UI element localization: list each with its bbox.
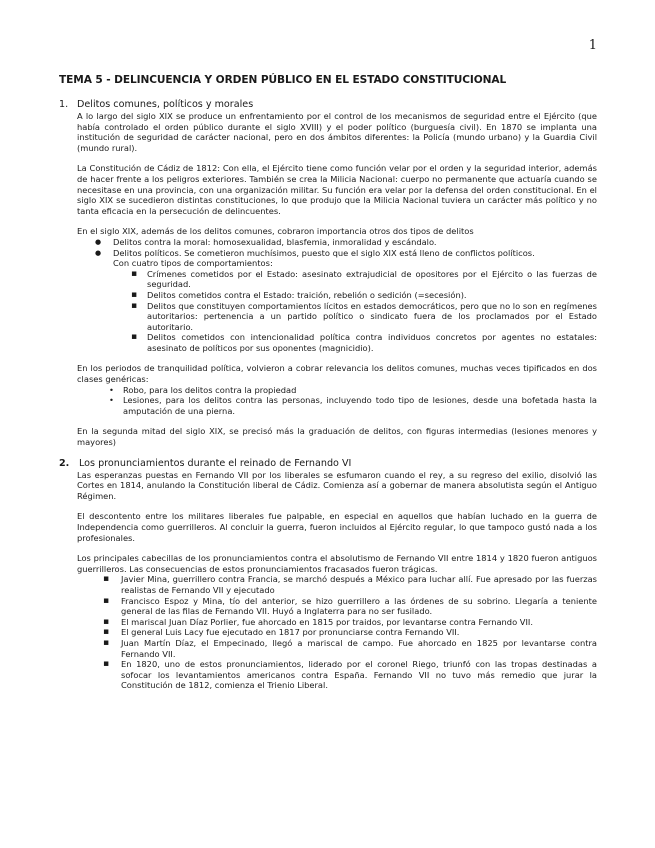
section-1-title: Delitos comunes, políticos y morales [77, 99, 254, 110]
list-item: ▪ Javier Mina, guerrillero contra Francia, se marchó después a México para luchar allí. Fue apresado por las fuerzas realistas de Fernando VII y ejecutado [59, 574, 597, 595]
section-2-heading [59, 458, 597, 470]
section-1-intro: A lo largo del siglo XIX se produce un enfrentamiento por el control de los mecanismos de seguridad entre el Ejército (que había controlado el orden público durante el siglo XVIII) y el poder político (burguesía civil). En 1870 se implanta una institución de seguridad de carácter nacional, pero en dos ámbitos diferentes: la Policía (mundo urbano) y la Guardia Civil (mundo rural). [77, 111, 597, 153]
document-title: TEMA 5 - DELINCUENCIA Y ORDEN PÚBLICO EN EL ESTADO CONSTITUCIONAL [59, 74, 507, 86]
page-number: 1 [588, 38, 597, 53]
political-crimes-lead: Con cuatro tipos de comportamientos: [113, 258, 273, 269]
list-item: ● Delitos políticos. Se cometieron muchísimos, puesto que el siglo XIX está lleno de conflictos políticos. [59, 248, 597, 259]
section-1 [59, 99, 597, 448]
section-2-paragraph-1: Las esperanzas puestas en Fernando VII por los liberales se esfumaron cuando el rey, a su regreso del exilio, disolvió las Cortes en 1814, anulando la Constitución liberal de Cádiz. Comienza así a gobernar de manera absolutista según el Antiguo Régimen. [77, 469, 597, 501]
political-crimes-list [59, 269, 597, 354]
section-2-paragraph-2: El descontento entre los militares liberales fue palpable, en especial en aquellos que habían luchado en la guerra de Independencia como guerrilleros. Al concluir la guerra, fueron incluidos al Ejército regular, lo que tampoco gustó nada a los profesionales. [77, 511, 597, 543]
list-item: ▪ Francisco Espoz y Mina, tío del anterior, se hizo guerrillero a las órdenes de su sobrino. Llegaría a teniente general de las filas de Fernando VII. Huyó a Inglaterra para no ser fusilado. [59, 596, 597, 617]
common-crimes-list [59, 385, 597, 417]
section-2-title: Los pronunciamientos durante el reinado de Fernando VI [79, 457, 352, 469]
document-body [59, 74, 597, 691]
leaders-list [59, 574, 597, 691]
section-1-number: 1. [59, 99, 69, 110]
calm-periods-paragraph: En los periodos de tranquilidad política, volvieron a cobrar relevancia los delitos comunes, muchas veces tipificados en dos clases genéricas: [77, 363, 597, 385]
list-item: ● Delitos contra la moral: homosexualidad, blasfemia, inmoralidad y escándalo. [59, 237, 597, 248]
list-item: • Lesiones, para los delitos contra las personas, incluyendo todo tipo de lesiones, desde una bofetada hasta la amputación de una pierna. [59, 395, 597, 416]
list-item: ▪ El mariscal Juan Díaz Porlier, fue ahorcado en 1815 por traidos, por levantarse contra Fernando VII. [59, 617, 597, 628]
list-item: ▪ En 1820, uno de estos pronunciamientos, liderado por el coronel Riego, triunfó con las tropas destinadas a sofocar los levantamientos americanos contra España. Fernando VII no tuvo más remedio que jurar la Constitución de 1812, comienza el Trienio Liberal. [59, 659, 597, 691]
list-item: ▪ Delitos cometidos con intencionalidad política contra individuos concretos por agentes no estatales: asesinato de políticos por sus oponentes (magnicidio). [59, 332, 597, 353]
section-1-closing: En la segunda mitad del siglo XIX, se precisó más la graduación de delitos, con figuras intermedias (lesiones menores y mayores) [77, 426, 597, 448]
section-1-heading [59, 99, 597, 111]
list-item: ▪ Delitos cometidos contra el Estado: traición, rebelión o sedición (=secesión). [59, 290, 597, 301]
list-item: • Robo, para los delitos contra la propiedad [59, 385, 597, 396]
section-2-paragraph-3: Los principales cabecillas de los pronunciamientos contra el absolutismo de Fernando VII entre 1814 y 1820 fueron antiguos guerrilleros. Las consecuencias de estos pronunciamientos fracasados fueron trágicas. [77, 553, 597, 574]
list-item: ▪ Crímenes cometidos por el Estado: asesinato extrajudicial de opositores por el Ejército o las fuerzas de seguridad. [59, 269, 597, 290]
list-item: ▪ Juan Martín Díaz, el Empecinado, llegó a mariscal de campo. Fue ahorcado en 1825 por levantarse contra Fernando VII. [59, 638, 597, 659]
section-2 [59, 458, 597, 691]
section-2-number: 2. [59, 457, 70, 469]
crime-types-list [59, 237, 597, 258]
cadiz-paragraph: La Constitución de Cádiz de 1812: Con ella, el Ejército tiene como función velar por el orden y la seguridad interior, además de hacer frente a los peligros exteriores. También se crea la Milicia Nacional: cuerpo no permanente que actuaría cuando se necesitase en una provincia, con una organización militar. Su función era velar por la defensa del orden constitucional. En el siglo XIX se sucedieron distintas constituciones, lo que produjo que la Milicia Nacional tuviera un carácter más político y no tanta eficacia en la persecución de delincuentes. [77, 163, 597, 216]
list-item: ▪ El general Luis Lacy fue ejecutado en 1817 por pronunciarse contra Fernando VII. [59, 627, 597, 638]
list-item: ▪ Delitos que constituyen comportamientos lícitos en estados democráticos, pero que no lo son en regímenes autoritarios: pertenencia a un partido político o sindicato fuera de los proclamados por el Estado autoritario. [59, 301, 597, 333]
crime-types-lead: En el siglo XIX, además de los delitos comunes, cobraron importancia otros dos tipos de delitos [77, 226, 474, 237]
